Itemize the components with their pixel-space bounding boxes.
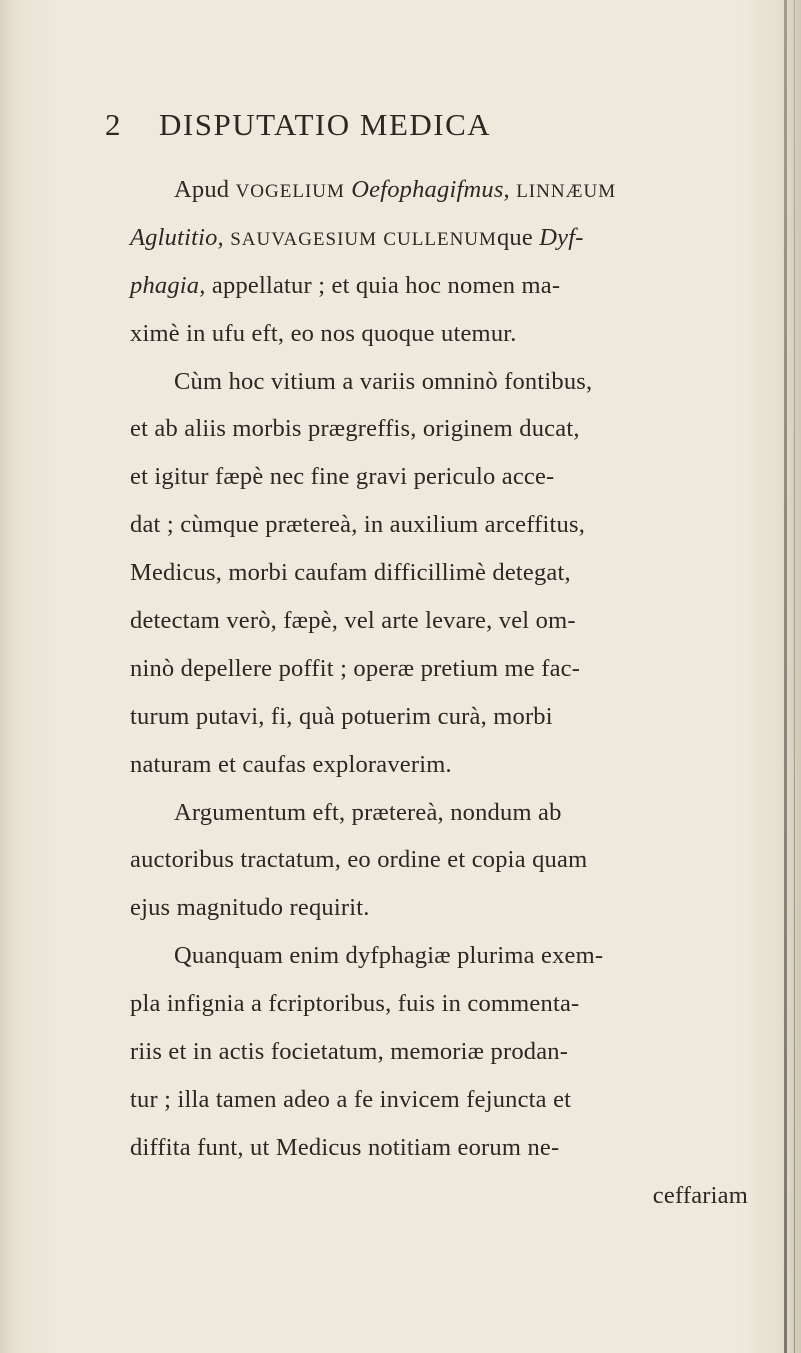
- text-span: que: [496, 223, 540, 251]
- text-line: riis et in actis focietatum, memoriæ prodan-: [130, 1038, 569, 1066]
- text-line: dat ; cùmque prætereà, in auxilium arceffitus,: [130, 511, 586, 539]
- text-line: [130, 166, 770, 214]
- text-line: ximè in ufu eft, eo nos quoque utemur.: [130, 319, 517, 347]
- text-line: et ab aliis morbis prægreffis, originem ducat,: [130, 415, 580, 443]
- page-header: [0, 105, 801, 145]
- text-line: [130, 214, 770, 262]
- catchword: ceffariam: [652, 1181, 748, 1209]
- text-line: Medicus, morbi caufam difficillimè detegat,: [130, 559, 571, 587]
- term-aglutitio: Aglutitio,: [130, 223, 224, 251]
- term-dysphagia-cont: phagia,: [130, 271, 206, 299]
- text-span: Apud: [174, 176, 236, 203]
- text-span: appellatur ; et quia hoc nomen ma-: [205, 271, 561, 299]
- author-name-vogelius: VOGELIUM: [235, 181, 345, 202]
- author-name-linnaeus: LINNÆUM: [516, 181, 617, 202]
- text-line: et igitur fæpè nec fine gravi periculo acce-: [130, 463, 555, 491]
- author-name-sauvages: SAUVAGESIUM: [230, 228, 378, 250]
- text-line: auctoribus tractatum, eo ordine et copia quam: [130, 846, 588, 874]
- text-line: diffita funt, ut Medicus notitiam eorum ne-: [130, 1133, 560, 1161]
- text-line: Argumentum eft, prætereà, nondum ab: [174, 798, 562, 826]
- text-line: pla infignia a fcriptoribus, fuis in commenta-: [130, 990, 580, 1018]
- author-name-cullen: CULLENUM: [383, 228, 497, 250]
- text-line: naturam et caufas exploraverim.: [130, 750, 452, 778]
- page-edge-shadow: [784, 0, 787, 1353]
- text-line: ejus magnitudo requirit.: [130, 894, 370, 922]
- term-oefophagifmus: Oefophagifmus,: [351, 176, 510, 203]
- text-line: [130, 262, 770, 310]
- body-text: [130, 166, 770, 1220]
- text-line: Cùm hoc vitium a variis omninò fontibus,: [174, 367, 593, 395]
- text-line: detectam verò, fæpè, vel arte levare, vel om-: [130, 607, 576, 635]
- page-edge-line: [794, 0, 795, 1353]
- text-line: tur ; illa tamen adeo a fe invicem fejuncta et: [130, 1085, 572, 1113]
- text-line: Quanquam enim dyfphagiæ plurima exem-: [174, 942, 604, 970]
- page-number: 2: [105, 107, 121, 142]
- text-line: turum putavi, fi, quà potuerim curà, morbi: [130, 702, 553, 730]
- running-title: DISPUTATIO MEDICA: [159, 107, 492, 142]
- term-dysphagia: Dyf-: [539, 223, 584, 251]
- text-line: ninò depellere poffit ; operæ pretium me fac-: [130, 654, 581, 682]
